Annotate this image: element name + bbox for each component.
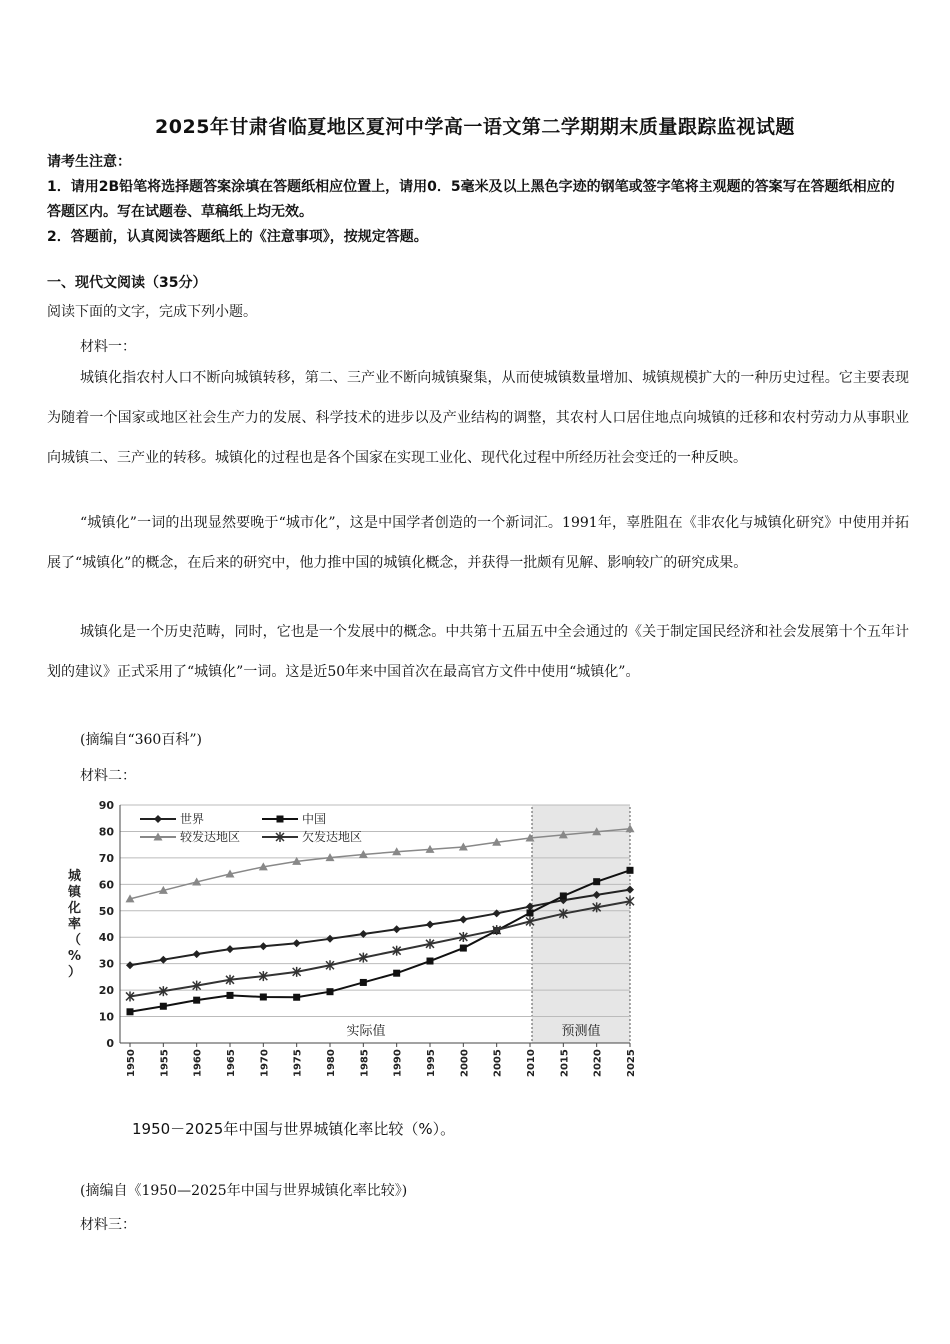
page-title: 2025年甘肃省临夏地区夏河中学高一语文第二学期期末质量跟踪监视试题 <box>155 116 795 138</box>
data-point <box>293 994 300 1001</box>
y-tick-label: 10 <box>98 1010 114 1024</box>
material-1-source: (摘编自“360百科”) <box>80 732 202 748</box>
notice-heading: 请考生注意： <box>47 154 131 170</box>
data-point <box>627 867 634 874</box>
data-point <box>159 956 167 964</box>
data-point <box>393 970 400 977</box>
section-heading: 一、现代文阅读（35分） <box>47 275 207 291</box>
y-axis-label-char: 镇 <box>68 885 82 900</box>
y-tick-label: 60 <box>98 878 114 892</box>
x-tick-label: 2020 <box>592 1049 604 1077</box>
chart-caption: 1950－2025年中国与世界城镇化率比较（%）。 <box>132 1120 456 1138</box>
x-tick-label: 2025 <box>626 1049 637 1077</box>
x-tick-label: 1990 <box>392 1049 404 1077</box>
reading-instruction: 阅读下面的文字，完成下列小题。 <box>47 304 257 320</box>
y-axis-label-char: （ <box>68 933 82 948</box>
legend-label: 世界 <box>180 812 205 826</box>
y-axis-label-char: % <box>68 949 82 964</box>
material-3-label: 材料三： <box>80 1217 136 1233</box>
x-tick-label: 2000 <box>459 1049 471 1077</box>
x-tick-label: 1975 <box>292 1049 304 1077</box>
x-tick-label: 2005 <box>492 1049 504 1077</box>
forecast-region <box>532 805 630 1043</box>
material-2-source: (摘编自《1950—2025年中国与世界城镇化率比较》) <box>80 1183 408 1199</box>
y-tick-label: 70 <box>98 851 114 865</box>
urbanization-chart <box>62 795 642 1095</box>
legend-label: 中国 <box>302 812 327 826</box>
data-point <box>327 988 334 995</box>
material-1-paragraph-2: “城镇化”一词的出现显然要晚于“城市化”，这是中国学者创造的一个新词汇。1991年，辜胜阻在《非农化与城镇化研究》中使用并拓展了“城镇化”的概念，在后来的研究中，他力推中国的城镇化概念，并获得一批颇有见解、影响较广的研究成果。 <box>47 515 909 571</box>
y-axis-label-char: ） <box>68 965 82 980</box>
data-point <box>426 921 434 929</box>
data-point <box>293 939 301 947</box>
x-tick-label: 1995 <box>426 1049 437 1077</box>
y-tick-label: 0 <box>106 1037 114 1050</box>
y-tick-label: 90 <box>98 799 114 812</box>
data-point <box>527 909 534 916</box>
x-tick-label: 1985 <box>359 1049 371 1077</box>
forecast-region-label: 预测值 <box>561 1024 601 1039</box>
data-point <box>393 925 401 933</box>
data-point <box>260 993 267 1000</box>
x-tick-label: 1955 <box>159 1049 171 1077</box>
material-1-paragraph-3: 城镇化是一个历史范畴，同时，它也是一个发展中的概念。中共第十五届五中全会通过的《关于制定国民经济和社会发展第十个五年计划的建议》正式采用了“城镇化”一词。这是近50年来中国首次在最高官方文件中使用“城镇化”。 <box>47 624 909 680</box>
y-tick-label: 30 <box>98 957 114 971</box>
notice-item-2: 2．答题前，认真阅读答题纸上的《注意事项》，按规定答题。 <box>47 229 428 245</box>
data-point <box>560 892 567 899</box>
data-point <box>160 1003 167 1010</box>
x-tick-label: 2015 <box>559 1049 571 1077</box>
x-tick-label: 1965 <box>226 1049 237 1077</box>
data-point <box>193 997 200 1004</box>
material-1-label: 材料一： <box>80 339 136 355</box>
data-point <box>326 935 334 943</box>
y-tick-label: 80 <box>98 825 114 839</box>
data-point <box>593 878 600 885</box>
x-tick-label: 1970 <box>259 1049 271 1077</box>
legend-marker <box>154 815 162 823</box>
data-point <box>259 942 267 950</box>
legend-marker <box>277 816 284 823</box>
y-axis-label-char: 率 <box>68 917 82 932</box>
material-2-label: 材料二： <box>80 768 136 784</box>
y-tick-label: 40 <box>98 931 114 945</box>
material-1-paragraph-1: 城镇化指农村人口不断向城镇转移，第二、三产业不断向城镇聚集，从而使城镇数量增加、城镇规模扩大的一种历史过程。它主要表现为随着一个国家或地区社会生产力的发展、科学技术的进步以及产业结构的调整，其农村人口居住地点向城镇的迁移和农村劳动力从事职业向城镇二、三产业的转移。城镇化的过程也是各个国家在实现工业化、现代化过程中所经历社会变迁的一种反映。 <box>47 370 909 466</box>
legend-label: 较发达地区 <box>180 830 241 844</box>
data-point <box>360 979 367 986</box>
data-point <box>427 958 434 965</box>
data-point <box>126 961 134 969</box>
legend-label: 欠发达地区 <box>302 830 363 844</box>
data-point <box>127 1008 134 1015</box>
x-tick-label: 2010 <box>526 1049 537 1077</box>
y-axis-label-char: 城 <box>68 869 82 884</box>
x-tick-label: 1950 <box>126 1049 137 1077</box>
y-tick-label: 50 <box>98 904 114 918</box>
data-point <box>460 945 467 952</box>
data-point <box>193 950 201 958</box>
x-tick-label: 1960 <box>192 1049 204 1077</box>
data-point <box>459 916 467 924</box>
y-tick-label: 20 <box>98 984 114 998</box>
notice-item-1: 1．请用2B铅笔将选择题答案涂填在答题纸相应位置上，请用0．5毫米及以上黑色字迹的钢笔或签字笔将主观题的答案写在答题纸相应的答题区内。写在试题卷、草稿纸上均无效。 <box>47 179 895 220</box>
data-point <box>226 945 234 953</box>
actual-region-label: 实际值 <box>346 1024 386 1039</box>
y-axis-label-char: 化 <box>68 901 82 916</box>
data-point <box>227 992 234 999</box>
x-tick-label: 1980 <box>326 1049 337 1077</box>
